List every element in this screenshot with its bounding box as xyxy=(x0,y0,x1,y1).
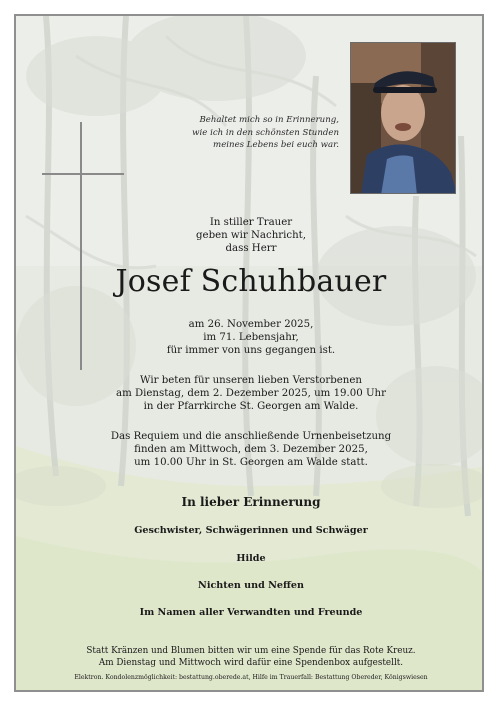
portrait-photo xyxy=(350,42,456,194)
mourner-line: Geschwister, Schwägerinnen und Schwäger xyxy=(134,525,368,536)
prayer-service-line: am Dienstag, dem 2. Dezember 2025, um 19.00 Uhr xyxy=(116,388,386,399)
remembrance-heading: In lieber Erinnerung xyxy=(181,495,321,509)
quote-line: Behaltet mich so in Erinnerung, xyxy=(199,115,339,125)
prayer-service xyxy=(16,374,484,413)
quote-line: meines Lebens bei euch war. xyxy=(213,140,339,150)
quote-line: wie ich in den schönsten Stunden xyxy=(192,127,339,138)
donation-line: Statt Kränzen und Blumen bitten wir um eine Spende für das Rote Kreuz. xyxy=(86,646,416,656)
prayer-service-line: Wir beten für unseren lieben Verstorbenen xyxy=(140,375,362,386)
obituary-card xyxy=(14,14,484,692)
requiem-line: um 10.00 Uhr in St. Georgen am Walde statt. xyxy=(134,457,368,468)
prayer-service-line: in der Pfarrkirche St. Georgen am Walde. xyxy=(143,401,359,412)
deceased-name: Josef Schuhbauer xyxy=(115,264,387,299)
mourner-line: Im Namen aller Verwandten und Freunde xyxy=(139,607,363,618)
death-details xyxy=(16,318,484,357)
quote xyxy=(139,114,339,152)
requiem-line: Das Requiem und die anschließende Urnenbeisetzung xyxy=(110,431,392,442)
funeral-service-contact: Elektron. Kondolenzmöglichkeit: bestattung.oberede.at, Hilfe im Trauerfall: Bestattung Obereder, Königswiesen xyxy=(74,674,428,681)
death-details-line: für immer von uns gegangen ist. xyxy=(166,345,336,356)
mourner-line: Hilde xyxy=(236,553,266,564)
death-details-line: am 26. November 2025, xyxy=(188,319,314,330)
portrait-image xyxy=(351,43,456,194)
donation-note xyxy=(16,646,484,669)
intro-line: In stiller Trauer xyxy=(209,217,293,228)
intro-line: geben wir Nachricht, xyxy=(196,230,306,241)
donation-line: Am Dienstag und Mittwoch wird dafür eine Spendenbox aufgestellt. xyxy=(98,657,404,668)
intro-text xyxy=(16,216,484,255)
requiem-details xyxy=(16,430,484,469)
mourner-line: Nichten und Neffen xyxy=(198,580,304,591)
intro-line: dass Herr xyxy=(225,243,277,254)
requiem-line: finden am Mittwoch, dem 3. Dezember 2025, xyxy=(134,444,368,455)
death-details-line: im 71. Lebensjahr, xyxy=(203,332,299,343)
